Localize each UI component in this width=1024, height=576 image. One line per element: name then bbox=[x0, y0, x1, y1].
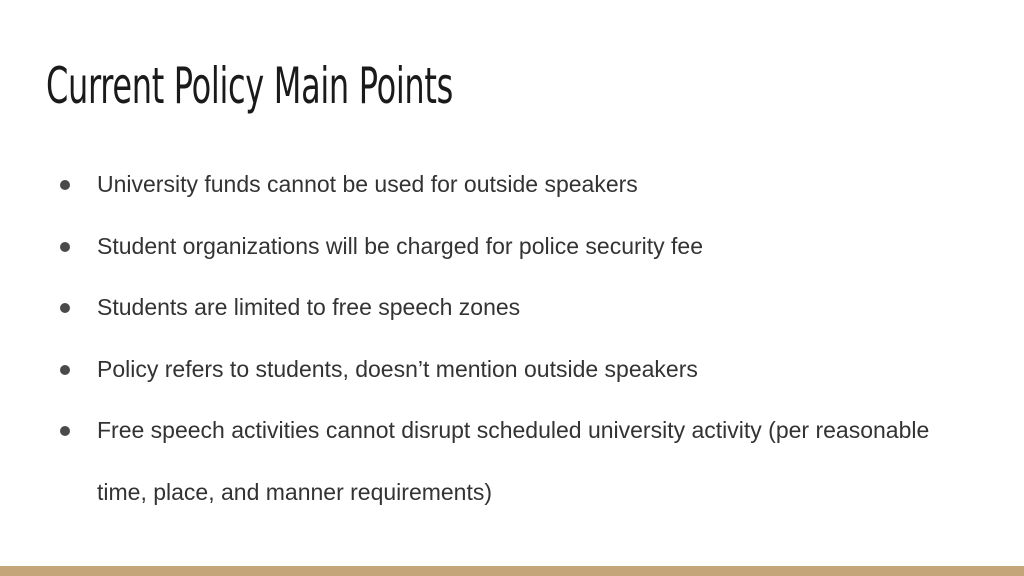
bullet-text: Students are limited to free speech zones bbox=[97, 294, 521, 320]
bullet-item bbox=[60, 277, 960, 339]
bullet-item bbox=[60, 154, 960, 216]
slide-title: Current Policy Main Points bbox=[46, 57, 453, 115]
bullet-item bbox=[60, 216, 960, 278]
bullet-dot-icon bbox=[60, 242, 70, 252]
bullet-list bbox=[60, 154, 960, 523]
bottom-accent-bar bbox=[0, 566, 1024, 576]
bullet-dot-icon bbox=[60, 303, 70, 313]
bullet-dot-icon bbox=[60, 180, 70, 190]
bullet-text: Free speech activities cannot disrupt scheduled university activity (per reasonable time, place, and manner requirements) bbox=[97, 417, 930, 505]
bullet-text: University funds cannot be used for outside speakers bbox=[97, 171, 638, 197]
bullet-text: Student organizations will be charged for police security fee bbox=[97, 232, 704, 259]
bullet-item bbox=[60, 400, 960, 523]
bullet-text: Policy refers to students, doesn’t mention outside speakers bbox=[97, 355, 698, 382]
bullet-dot-icon bbox=[60, 365, 70, 375]
bullet-item bbox=[60, 339, 960, 401]
bullet-dot-icon bbox=[60, 426, 70, 436]
